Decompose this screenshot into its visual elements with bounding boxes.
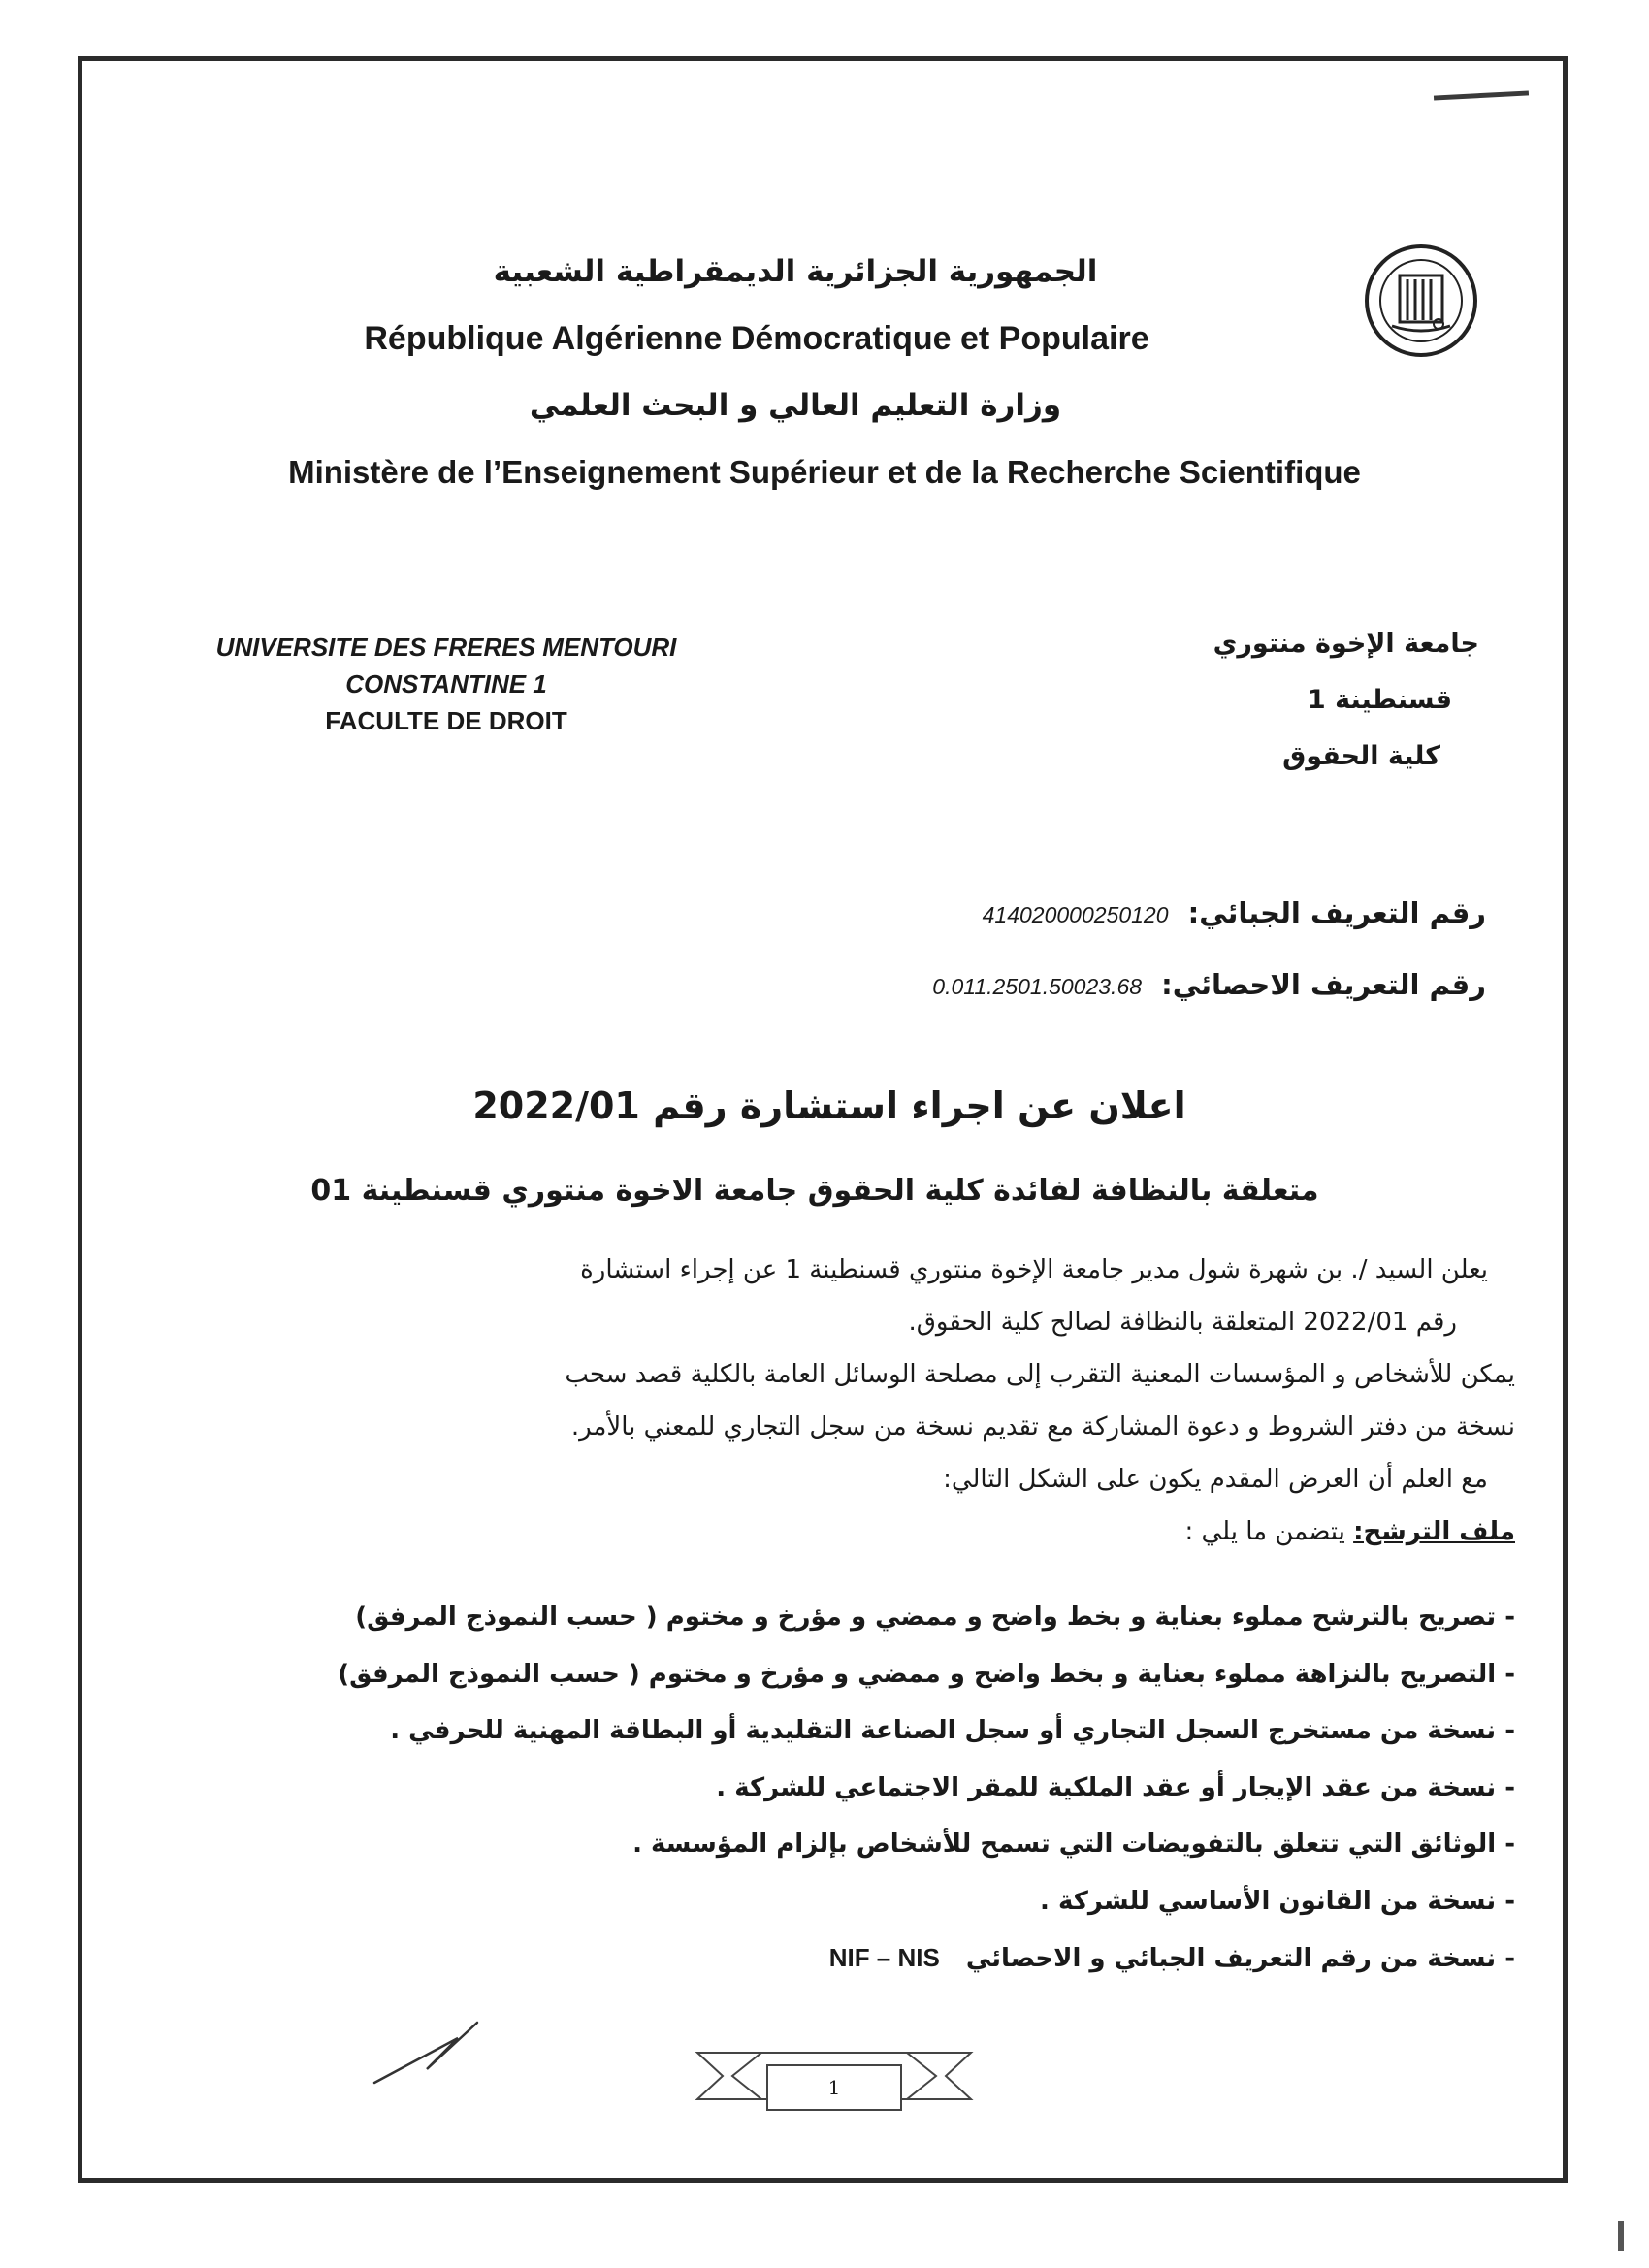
announcement-title: اعلان عن اجراء استشارة رقم 2022/01 [472, 1085, 1186, 1127]
paragraph-1-line-2: رقم 2022/01 المتعلقة بالنظافة لصالح كلية الحقوق. [908, 1308, 1457, 1337]
scan-mark [1618, 2221, 1624, 2251]
tax-id-value: 414020000250120 [982, 902, 1169, 927]
university-city-fr: CONSTANTINE 1 [345, 669, 547, 698]
announcement-subtitle: متعلقة بالنظافة لفائدة كلية الحقوق جامعة الاخوة منتوري قسنطينة 01 [310, 1174, 1319, 1208]
file-intro: يتضمن ما يلي : [1184, 1517, 1345, 1546]
ministry-title-ar: وزارة التعليم العالي و البحث العلمي [529, 388, 1062, 423]
university-block-fr [155, 629, 737, 739]
list-item [235, 1929, 1515, 1988]
requirements-list [235, 1589, 1515, 1988]
stat-id-label: رقم التعريف الاحصائي: [1161, 968, 1486, 1001]
list-item-suffix: NIF – NIS [828, 1943, 940, 1972]
list-item: - الوثائق التي تتعلق بالتفويضات التي تسمح للأشخاص بإلزام المؤسسة . [632, 1830, 1515, 1859]
list-item: - تصريح بالترشح مملوء بعناية و بخط واضح و ممضي و مؤرخ و مختوم ( حسب النموذج المرفق) [355, 1603, 1515, 1632]
faculty-name-fr: FACULTE DE DROIT [325, 706, 567, 735]
paragraph-2-line-1: يمكن للأشخاص و المؤسسات المعنية التقرب إلى مصلحة الوسائل العامة بالكلية قصد سحب [565, 1360, 1515, 1389]
paragraph-2-line-2: نسخة من دفتر الشروط و دعوة المشاركة مع تقديم نسخة من سجل التجاري للمعني بالأمر. [570, 1412, 1515, 1442]
page-number: 1 [766, 2064, 902, 2111]
list-item: - التصريح بالنزاهة مملوء بعناية و بخط واضح و ممضي و مؤرخ و مختوم ( حسب النموذج المرفق) [338, 1659, 1515, 1689]
stat-id-value: 0.011.2501.50023.68 [932, 974, 1143, 999]
faculty-name-ar: كلية الحقوق [1282, 741, 1440, 771]
university-name-fr: UNIVERSITE DES FRERES MENTOURI [215, 632, 677, 662]
identifiers-block [613, 878, 1486, 1021]
signature-mark [369, 2013, 485, 2090]
university-name-ar: جامعة الإخوة منتوري [1212, 629, 1479, 659]
list-item: - نسخة من عقد الإيجار أو عقد الملكية للمقر الاجتماعي للشركة . [716, 1772, 1515, 1802]
university-seal-icon [1363, 243, 1479, 359]
republic-title-ar: الجمهورية الجزائرية الديمقراطية الشعبية [493, 254, 1098, 289]
republic-title-fr: République Algérienne Démocratique et Populaire [364, 320, 1149, 357]
tax-id-row [613, 878, 1486, 950]
university-block-ar [1072, 616, 1479, 785]
paragraph-1-line-1: يعلن السيد /. بن شهرة شول مدير جامعة الإخوة منتوري قسنطينة 1 عن إجراء استشارة [580, 1255, 1488, 1284]
tax-id-label: رقم التعريف الجبائي: [1187, 896, 1486, 929]
paragraph-3: مع العلم أن العرض المقدم يكون على الشكل التالي: [943, 1465, 1488, 1494]
file-heading [254, 1506, 1515, 1558]
list-item: - نسخة من القانون الأساسي للشركة . [1040, 1886, 1515, 1916]
list-item: - نسخة من مستخرج السجل التجاري أو سجل الصناعة التقليدية أو البطاقة المهنية للحرفي . [390, 1716, 1515, 1745]
university-city-ar: قسنطينة 1 [1307, 685, 1452, 715]
list-item-text: - نسخة من رقم التعريف الجبائي و الاحصائي [965, 1944, 1515, 1973]
stat-id-row [613, 950, 1486, 1021]
announcement-body [254, 1244, 1515, 1558]
file-label: ملف الترشح: [1353, 1517, 1515, 1546]
ministry-title-fr: Ministère de l’Enseignement Supérieur et de la Recherche Scientifique [288, 454, 1361, 490]
